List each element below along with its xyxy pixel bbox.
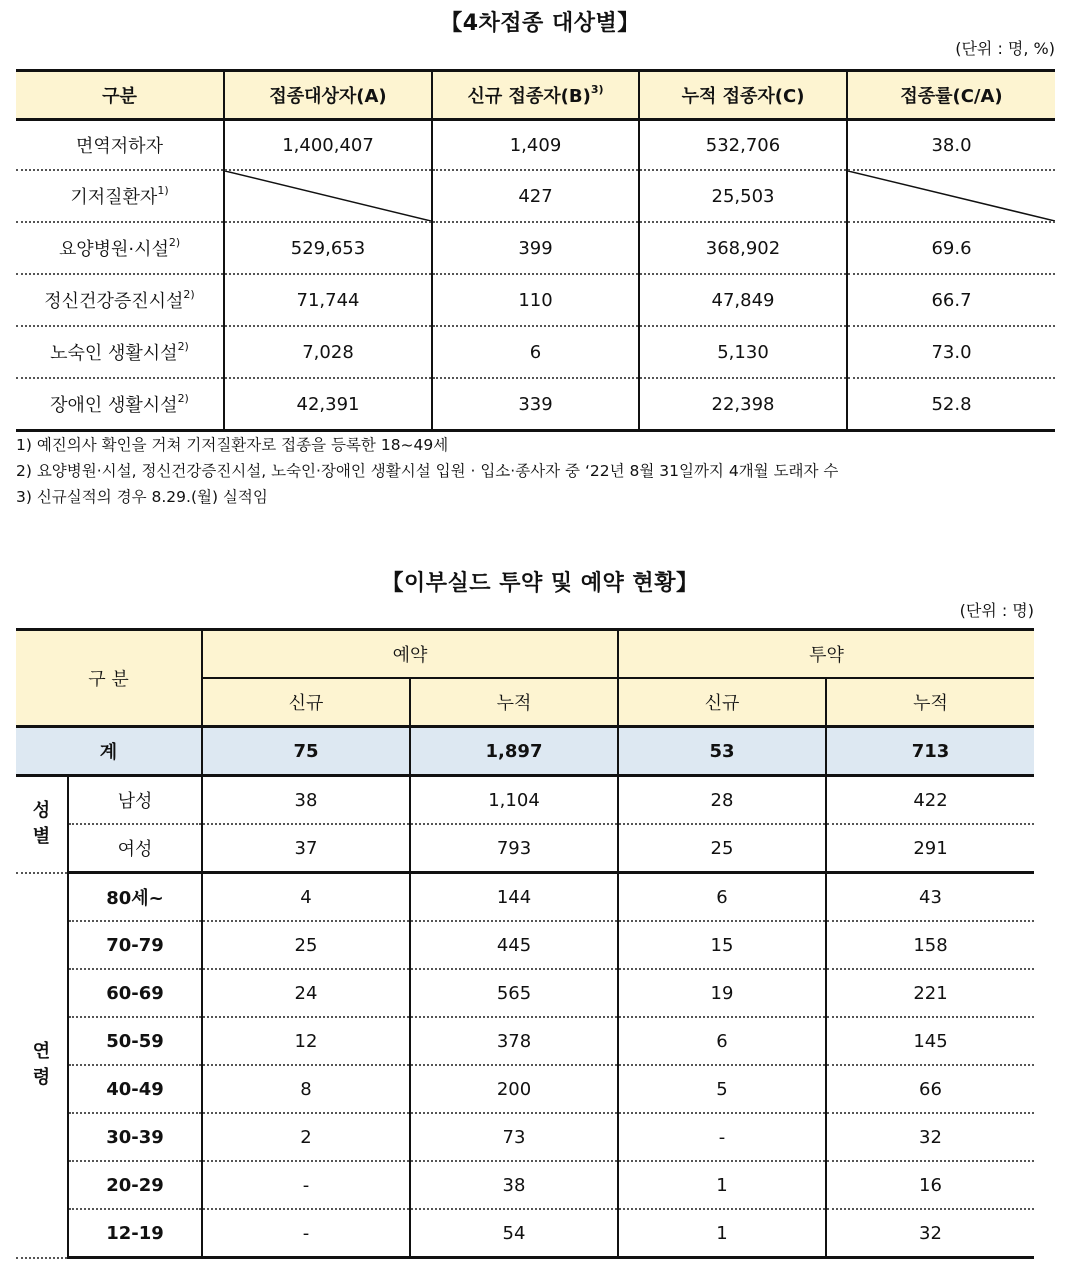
rate-cell: 38.0 (847, 120, 1055, 171)
row-label: 20-29 (68, 1161, 202, 1209)
rate-cell: 69.6 (847, 222, 1055, 274)
age-group-label: 연 령 (16, 873, 68, 1258)
total-adm-cum: 713 (826, 727, 1034, 776)
row-label: 노숙인 생활시설$^{2)}$ (16, 326, 224, 378)
res-cum-cell: 793 (410, 824, 618, 873)
new-cell: 1,409 (432, 120, 639, 171)
res-new-cell: 4 (202, 873, 410, 922)
adm-new-cell: 6 (618, 873, 826, 922)
header-rate: 접종률(C/A) (847, 71, 1055, 120)
vaccination-title: 【4차접종 대상별】 (440, 11, 640, 36)
table-row (16, 378, 1055, 431)
table-row (16, 1113, 1034, 1161)
header-administration: 투약 (618, 630, 1034, 679)
adm-cum-cell: 291 (826, 824, 1034, 873)
adm-cum-cell: 32 (826, 1113, 1034, 1161)
table-row (16, 170, 1055, 222)
diagonal-slash (848, 171, 1055, 221)
table-row (16, 1161, 1034, 1209)
row-label: 정신건강증진시설$^{2)}$ (16, 274, 224, 326)
total-res-cum: 1,897 (410, 727, 618, 776)
target-cell: 529,653 (224, 222, 432, 274)
res-cum-cell: 378 (410, 1017, 618, 1065)
adm-cum-cell: 16 (826, 1161, 1034, 1209)
row-label: 면역저하자 (16, 120, 224, 171)
cumulative-cell: 47,849 (639, 274, 847, 326)
res-new-cell: 37 (202, 824, 410, 873)
table-row (16, 921, 1034, 969)
new-cell: 399 (432, 222, 639, 274)
res-new-cell: 12 (202, 1017, 410, 1065)
adm-new-cell: 28 (618, 776, 826, 825)
rate-cell: 73.0 (847, 326, 1055, 378)
evusheld-title: 【이부실드 투약 및 예약 현황】 (381, 571, 699, 596)
adm-cum-cell: 32 (826, 1209, 1034, 1258)
res-new-cell: 24 (202, 969, 410, 1017)
adm-cum-cell: 422 (826, 776, 1034, 825)
res-new-cell: 38 (202, 776, 410, 825)
rate-cell: 52.8 (847, 378, 1055, 431)
table-row (16, 1209, 1034, 1258)
table-row (16, 1065, 1034, 1113)
total-row (16, 727, 1034, 776)
adm-new-cell: 25 (618, 824, 826, 873)
adm-new-cell: 5 (618, 1065, 826, 1113)
table-row (16, 120, 1055, 171)
res-cum-cell: 1,104 (410, 776, 618, 825)
cumulative-cell: 25,503 (639, 170, 847, 222)
adm-cum-cell: 158 (826, 921, 1034, 969)
row-label: 요양병원·시설$^{2)}$ (16, 222, 224, 274)
diagonal-slash (225, 171, 431, 221)
adm-cum-cell: 66 (826, 1065, 1034, 1113)
res-cum-cell: 445 (410, 921, 618, 969)
footnote: 3) 신규실적의 경우 8.29.(월) 실적임 (16, 488, 268, 506)
table-row (16, 776, 1034, 825)
table-row (16, 873, 1034, 922)
table-row (16, 274, 1055, 326)
adm-cum-cell: 43 (826, 873, 1034, 922)
target-cell-na (224, 170, 432, 222)
footnote: 2) 요양병원·시설, 정신건강증진시설, 노숙인·장애인 생활시설 입원 · 입소·종사자 중 ‘22년 8월 31일까지 4개월 도래자 수 (16, 462, 839, 480)
row-label: 남성 (68, 776, 202, 825)
adm-new-cell: 1 (618, 1209, 826, 1258)
res-cum-cell: 38 (410, 1161, 618, 1209)
total-label: 계 (16, 727, 202, 776)
footnote: 1) 예진의사 확인을 거쳐 기저질환자로 접종을 등록한 18~49세 (16, 436, 449, 454)
header-target: 접종대상자(A) (224, 71, 432, 120)
table-row (16, 326, 1055, 378)
table-row (16, 969, 1034, 1017)
cumulative-cell: 532,706 (639, 120, 847, 171)
footnotes (16, 432, 838, 510)
res-new-cell: - (202, 1209, 410, 1258)
res-cum-cell: 565 (410, 969, 618, 1017)
adm-new-cell: 6 (618, 1017, 826, 1065)
vaccination-table (16, 69, 1055, 432)
cumulative-cell: 22,398 (639, 378, 847, 431)
new-cell: 339 (432, 378, 639, 431)
res-cum-cell: 54 (410, 1209, 618, 1258)
adm-cum-cell: 221 (826, 969, 1034, 1017)
header-adm-cum: 누적 (826, 678, 1034, 727)
target-cell: 1,400,407 (224, 120, 432, 171)
res-cum-cell: 73 (410, 1113, 618, 1161)
header-adm-new: 신규 (618, 678, 826, 727)
header-new: 신규 접종자$(B)^{3)}$ (432, 71, 639, 120)
new-cell: 110 (432, 274, 639, 326)
res-cum-cell: 200 (410, 1065, 618, 1113)
row-label: 50-59 (68, 1017, 202, 1065)
header-row-1 (16, 630, 1034, 679)
table-row (16, 824, 1034, 873)
row-label: 70-79 (68, 921, 202, 969)
row-label: 40-49 (68, 1065, 202, 1113)
target-cell: 7,028 (224, 326, 432, 378)
res-new-cell: 8 (202, 1065, 410, 1113)
target-cell: 71,744 (224, 274, 432, 326)
header-cumulative: 누적 접종자(C) (639, 71, 847, 120)
vaccination-unit: (단위 : 명, %) (955, 39, 1055, 58)
target-cell: 42,391 (224, 378, 432, 431)
evusheld-table (16, 628, 1034, 1259)
header-res-new: 신규 (202, 678, 410, 727)
row-label: 여성 (68, 824, 202, 873)
table-row (16, 1017, 1034, 1065)
header-reservation: 예약 (202, 630, 618, 679)
rate-cell: 66.7 (847, 274, 1055, 326)
row-label: 기저질환자$^{1)}$ (16, 170, 224, 222)
adm-new-cell: 15 (618, 921, 826, 969)
res-cum-cell: 144 (410, 873, 618, 922)
table-row (16, 222, 1055, 274)
res-new-cell: 2 (202, 1113, 410, 1161)
rate-cell-na (847, 170, 1055, 222)
adm-new-cell: 1 (618, 1161, 826, 1209)
header-category: 구분 (16, 71, 224, 120)
vaccination-header-row (16, 71, 1055, 120)
sex-group-label: 성 별 (16, 776, 68, 873)
row-label: 80세~ (68, 873, 202, 922)
res-new-cell: - (202, 1161, 410, 1209)
cumulative-cell: 5,130 (639, 326, 847, 378)
header-category: 구 분 (16, 630, 202, 727)
evusheld-unit: (단위 : 명) (959, 601, 1034, 620)
cumulative-cell: 368,902 (639, 222, 847, 274)
total-res-new: 75 (202, 727, 410, 776)
res-new-cell: 25 (202, 921, 410, 969)
adm-cum-cell: 145 (826, 1017, 1034, 1065)
new-cell: 6 (432, 326, 639, 378)
row-label: 12-19 (68, 1209, 202, 1258)
adm-new-cell: 19 (618, 969, 826, 1017)
row-label: 60-69 (68, 969, 202, 1017)
row-label: 30-39 (68, 1113, 202, 1161)
row-label: 장애인 생활시설$^{2)}$ (16, 378, 224, 431)
adm-new-cell: - (618, 1113, 826, 1161)
new-cell: 427 (432, 170, 639, 222)
total-adm-new: 53 (618, 727, 826, 776)
header-res-cum: 누적 (410, 678, 618, 727)
